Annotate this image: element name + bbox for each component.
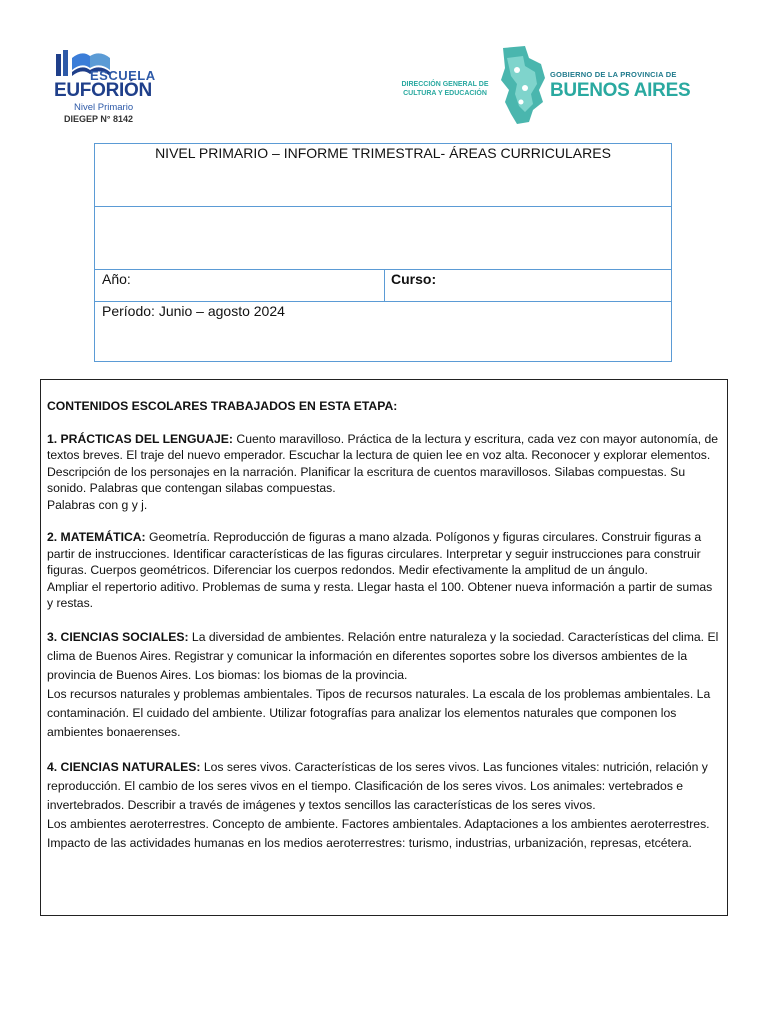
period-text: Período: Junio – agosto 2024 [102,303,285,319]
report-header-table [94,143,672,362]
year-label: Año: [95,270,385,301]
header-title-row [95,144,671,207]
section-ciencias-sociales [47,628,720,742]
header-period-row [95,302,671,361]
province-map-icon [495,44,547,126]
school-logo [52,44,162,126]
section-text: Los ambientes aeroterrestres. Concepto de ambiente. Factores ambientales. Adaptaciones a los ambientes aeroterrestres. Impacto de las actividades humanas en los medios aeroterrestres: turismo, industrias, urbanización, represas, etcétera. [47,816,710,850]
contents-box [40,379,728,916]
section-text: Los seres vivos. Características de los seres vivos. Las funciones vitales: nutrición, relación y reproducción. El cambio de los seres vivos en el tiempo. Clasificación de los seres vivos. Los animales: vertebrados e invertebrados. Describir a través de imágenes y textos sencillos las características de los seres vivos. [47,759,708,812]
report-title: NIVEL PRIMARIO – INFORME TRIMESTRAL- ÁREAS CURRICULARES [155,145,611,161]
section-title: 1. PRÁCTICAS DEL LENGUAJE: [47,431,233,446]
section-matematica [47,529,720,612]
section-title: 4. CIENCIAS NATURALES: [47,759,201,774]
section-text: La diversidad de ambientes. Relación entre naturaleza y la sociedad. Características del clima. El clima de Buenos Aires. Registrar y comunicar la información en diferentes soportes sobre los diversos ambientes de la provincia de Buenos Aires. Los biomas: los biomas de la provincia. [47,629,719,682]
section-text: Geometría. Reproducción de figuras a mano alzada. Polígonos y figuras circulares. Construir figuras a partir de instrucciones. Identificar características de las figuras circulares. Interpretar y seguir instrucciones para construir figuras. Cuerpos geométricos. Diferenciar los cuerpos redondos. Medir efectivamente la amplitud de un ángulo. [47,530,702,577]
contents-heading: CONTENIDOS ESCOLARES TRABAJADOS EN ESTA ETAPA: [47,399,398,413]
header-year-course-row [95,270,671,302]
header-blank-row [95,207,671,270]
section-text: Ampliar el repertorio aditivo. Problemas de suma y resta. Llegar hasta el 100. Obtener nueva información a partir de sumas y restas. [47,579,713,610]
section-text: Los recursos naturales y problemas ambientales. Tipos de recursos naturales. La escala de los problemas ambientales. La contaminación. El cuidado del ambiente. Utilizar fotografías para analizar los elementos naturales que componen los ambientes bonaerenses. [47,686,711,739]
gobierno-logo-small: GOBIERNO DE LA PROVINCIA DE [550,70,677,79]
school-logo-level: Nivel Primario [74,102,134,113]
school-logo-name: EUFORIÓN [54,80,152,101]
school-id: DIEGEP N° 8142 [64,114,133,124]
school-logo-top: ESCUELA [90,68,156,83]
gobierno-logo [550,70,690,102]
section-title: 3. CIENCIAS SOCIALES: [47,629,189,644]
gobierno-logo-big: BUENOS AIRES [550,80,691,101]
section-title: 2. MATEMÁTICA: [47,530,146,544]
section-text: Palabras con g y j. [47,497,148,512]
section-text: Cuento maravilloso. Práctica de la lectura y escritura, cada vez con mayor autonomía, de textos breves. El traje del nuevo emperador. Escuchar la lectura de quien lee en voz alta. Reconocer y explorar elementos. Descripción de los personajes en la narración. Planificar la escritura de cuentos maravillosos. Silabas compuestas. Su sonido. Palabras que contengan silabas compuestas. [47,431,719,495]
section-ciencias-naturales [47,758,720,853]
section-practicas-lenguaje [47,431,720,514]
course-label: Curso: [391,271,437,287]
direccion-logo-text: DIRECCIÓN GENERAL DE CULTURA Y EDUCACIÓN [401,81,489,97]
